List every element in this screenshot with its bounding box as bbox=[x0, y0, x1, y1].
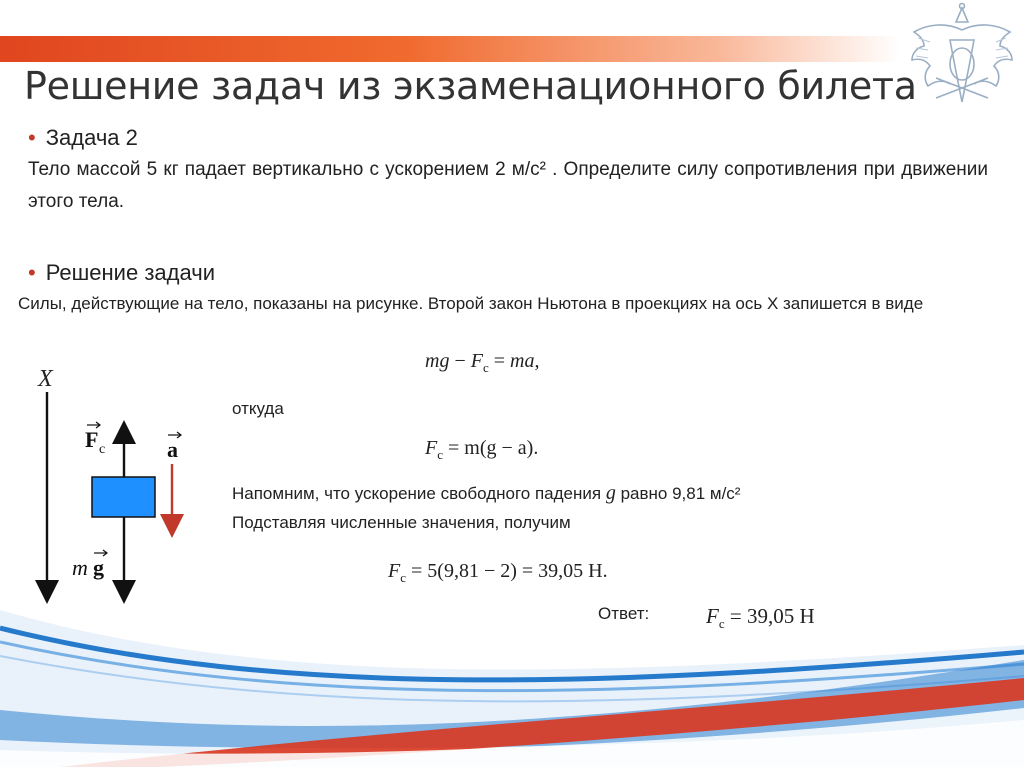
axis-label: X bbox=[38, 366, 53, 392]
substituting-text: Подставляя численные значения, получим bbox=[232, 513, 571, 532]
acceleration-label bbox=[167, 432, 181, 462]
footer-waves bbox=[0, 590, 1024, 767]
answer-equation: $F_c = 39,05$ Н bbox=[706, 604, 815, 632]
svg-text:g: g bbox=[93, 555, 104, 580]
answer-label: Ответ: bbox=[598, 604, 650, 623]
header-bar bbox=[0, 36, 900, 62]
svg-text:a: a bbox=[167, 437, 178, 462]
resistance-label bbox=[85, 422, 105, 457]
solution-bullet bbox=[28, 260, 215, 286]
svg-text:F: F bbox=[85, 427, 99, 452]
equation-newton: mg − $F_c$ = ma, bbox=[425, 350, 540, 375]
task-text: Тело массой 5 кг падает вертикально с ускорением 2 м/с² . Определите силу сопротивления при движении этого тела. bbox=[28, 159, 988, 212]
emblem-icon bbox=[906, 2, 1018, 120]
g-symbol: g bbox=[605, 482, 616, 504]
svg-text:m: m bbox=[72, 555, 88, 580]
task-bullet bbox=[28, 125, 138, 151]
reminder-text: Напомним, что ускорение свободного падения g равно 9,81 м/с² bbox=[232, 482, 741, 504]
equation-numeric: $F_c = 5(9,81 - 2) = 39,05$ Н. bbox=[388, 560, 608, 585]
force-diagram bbox=[30, 360, 210, 610]
solution-heading: Решение задачи bbox=[45, 260, 215, 285]
equation-resistance: $F_c = m(g - a)$. bbox=[425, 437, 539, 462]
gravity-label bbox=[72, 550, 107, 580]
bullet-marker: • bbox=[28, 125, 36, 150]
svg-text:c: c bbox=[99, 442, 106, 457]
whence-text: откуда bbox=[232, 399, 284, 418]
solution-intro: Силы, действующие на тело, показаны на рисунке. Второй закон Ньютона в проекциях на ось X запишется в виде bbox=[18, 294, 924, 313]
task-heading: Задача 2 bbox=[45, 125, 138, 150]
body-block bbox=[92, 477, 155, 517]
bullet-marker: • bbox=[28, 260, 36, 285]
page-title: Решение задач из экзаменационного билета bbox=[24, 64, 917, 108]
